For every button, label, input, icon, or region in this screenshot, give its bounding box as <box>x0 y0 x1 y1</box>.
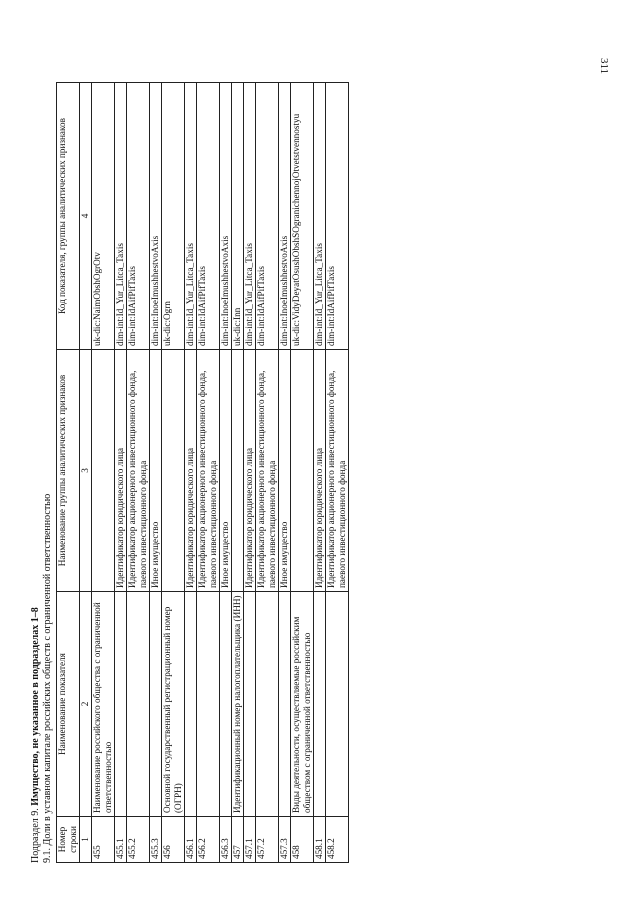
row-number-cell: 456.1 <box>185 817 197 863</box>
indicator-name-cell <box>220 592 232 817</box>
group-name-cell <box>232 350 244 592</box>
column-number: 1 <box>80 817 92 863</box>
indicator-name-cell: Виды деятельности, осуществляемые российским обществом с ограниченной ответственностью <box>291 592 314 817</box>
code-cell: dim-int:InoeImushhestvoAxis <box>279 83 291 350</box>
table-row <box>279 83 291 863</box>
indicator-name-cell: Основной государственный регистрационный номер (ОГРН) <box>162 592 185 817</box>
code-cell: dim-int:Id_Yur_Litca_Taxis <box>185 83 197 350</box>
table-row <box>127 83 150 863</box>
row-number-cell: 456.2 <box>197 817 220 863</box>
indicator-name-cell <box>314 592 326 817</box>
row-number-cell: 458 <box>291 817 314 863</box>
group-name-cell: Идентификатор юридического лица <box>115 350 127 592</box>
code-cell: dim-int:InoeImushhestvoAxis <box>220 83 232 350</box>
row-number-cell: 455.1 <box>115 817 127 863</box>
group-name-cell <box>92 350 115 592</box>
table-row <box>197 83 220 863</box>
row-number-cell: 457.1 <box>244 817 256 863</box>
group-name-cell <box>162 350 185 592</box>
row-number-cell: 455 <box>92 817 115 863</box>
table-row <box>185 83 197 863</box>
indicator-name-cell <box>256 592 279 817</box>
column-number-row <box>80 83 92 863</box>
group-name-cell <box>291 350 314 592</box>
indicator-name-cell: Идентификационный номер налогоплательщика (ИНН) <box>232 592 244 817</box>
header-row-number: Номер строки <box>57 817 80 863</box>
row-number-cell: 456.3 <box>220 817 232 863</box>
rotated-page-content <box>30 63 610 863</box>
table-row <box>162 83 185 863</box>
table-row <box>244 83 256 863</box>
code-cell: uk-dic:Ogrn <box>162 83 185 350</box>
row-number-cell: 455.2 <box>127 817 150 863</box>
group-name-cell: Иное имущество <box>279 350 291 592</box>
group-name-cell: Идентификатор акционерного инвестиционного фонда, паевого инвестиционного фонда <box>127 350 150 592</box>
column-number: 4 <box>80 83 92 350</box>
row-number-cell: 457.2 <box>256 817 279 863</box>
table-row <box>326 83 349 863</box>
row-number-cell: 457 <box>232 817 244 863</box>
header-row <box>57 83 80 863</box>
indicator-name-cell <box>326 592 349 817</box>
code-cell: uk-dic:Inn <box>232 83 244 350</box>
group-name-cell: Иное имущество <box>150 350 162 592</box>
indicator-name-cell <box>150 592 162 817</box>
table-row <box>220 83 232 863</box>
code-cell: dim-int:IdAifPifTaxis <box>256 83 279 350</box>
indicator-name-cell <box>197 592 220 817</box>
row-number-cell: 458.1 <box>314 817 326 863</box>
code-cell: dim-int:IdAifPifTaxis <box>197 83 220 350</box>
table-body <box>92 83 349 863</box>
code-cell: dim-int:IdAifPifTaxis <box>326 83 349 350</box>
section-heading <box>30 63 42 863</box>
code-cell: uk-dic:VidyDeyatOsushObshSOgranichennojOtvetstvennostyu <box>291 83 314 350</box>
table-row <box>256 83 279 863</box>
header-code: Код показателя, группы аналитических признаков <box>57 83 80 350</box>
group-name-cell: Идентификатор акционерного инвестиционного фонда, паевого инвестиционного фонда <box>256 350 279 592</box>
page-number: 311 <box>597 57 610 75</box>
indicator-name-cell <box>127 592 150 817</box>
group-name-cell: Идентификатор акционерного инвестиционного фонда, паевого инвестиционного фонда <box>326 350 349 592</box>
section-subtitle: 9.1. Доли в уставном капитале российских обществ с ограниченной ответственностью <box>42 493 53 863</box>
code-cell: dim-int:IdAifPifTaxis <box>127 83 150 350</box>
group-name-cell: Идентификатор юридического лица <box>244 350 256 592</box>
header-indicator-name: Наименование показателя <box>57 592 80 817</box>
column-number: 2 <box>80 592 92 817</box>
column-number: 3 <box>80 350 92 592</box>
indicator-name-cell: Наименование российского общества с ограниченной ответственностью <box>92 592 115 817</box>
section-title: Имущество, не указанное в подразделах 1–8 <box>30 607 41 806</box>
table-row <box>314 83 326 863</box>
group-name-cell: Идентификатор юридического лица <box>314 350 326 592</box>
indicator-name-cell <box>279 592 291 817</box>
indicators-table <box>56 82 349 863</box>
indicator-name-cell <box>115 592 127 817</box>
code-cell: uk-dic:NaimObshOgrOtv <box>92 83 115 350</box>
row-number-cell: 456 <box>162 817 185 863</box>
table-row <box>150 83 162 863</box>
table-row <box>291 83 314 863</box>
section-prefix: Подраздел 9. <box>30 808 41 863</box>
indicator-name-cell <box>244 592 256 817</box>
header-group-name: Наименование группы аналитических признаков <box>57 350 80 592</box>
code-cell: dim-int:Id_Yur_Litca_Taxis <box>314 83 326 350</box>
row-number-cell: 457.3 <box>279 817 291 863</box>
code-cell: dim-int:Id_Yur_Litca_Taxis <box>115 83 127 350</box>
group-name-cell: Иное имущество <box>220 350 232 592</box>
code-cell: dim-int:InoeImushhestvoAxis <box>150 83 162 350</box>
group-name-cell: Идентификатор юридического лица <box>185 350 197 592</box>
row-number-cell: 455.3 <box>150 817 162 863</box>
row-number-cell: 458.2 <box>326 817 349 863</box>
indicator-name-cell <box>185 592 197 817</box>
table-row <box>232 83 244 863</box>
table-row <box>115 83 127 863</box>
table-row <box>92 83 115 863</box>
group-name-cell: Идентификатор акционерного инвестиционного фонда, паевого инвестиционного фонда <box>197 350 220 592</box>
code-cell: dim-int:Id_Yur_Litca_Taxis <box>244 83 256 350</box>
